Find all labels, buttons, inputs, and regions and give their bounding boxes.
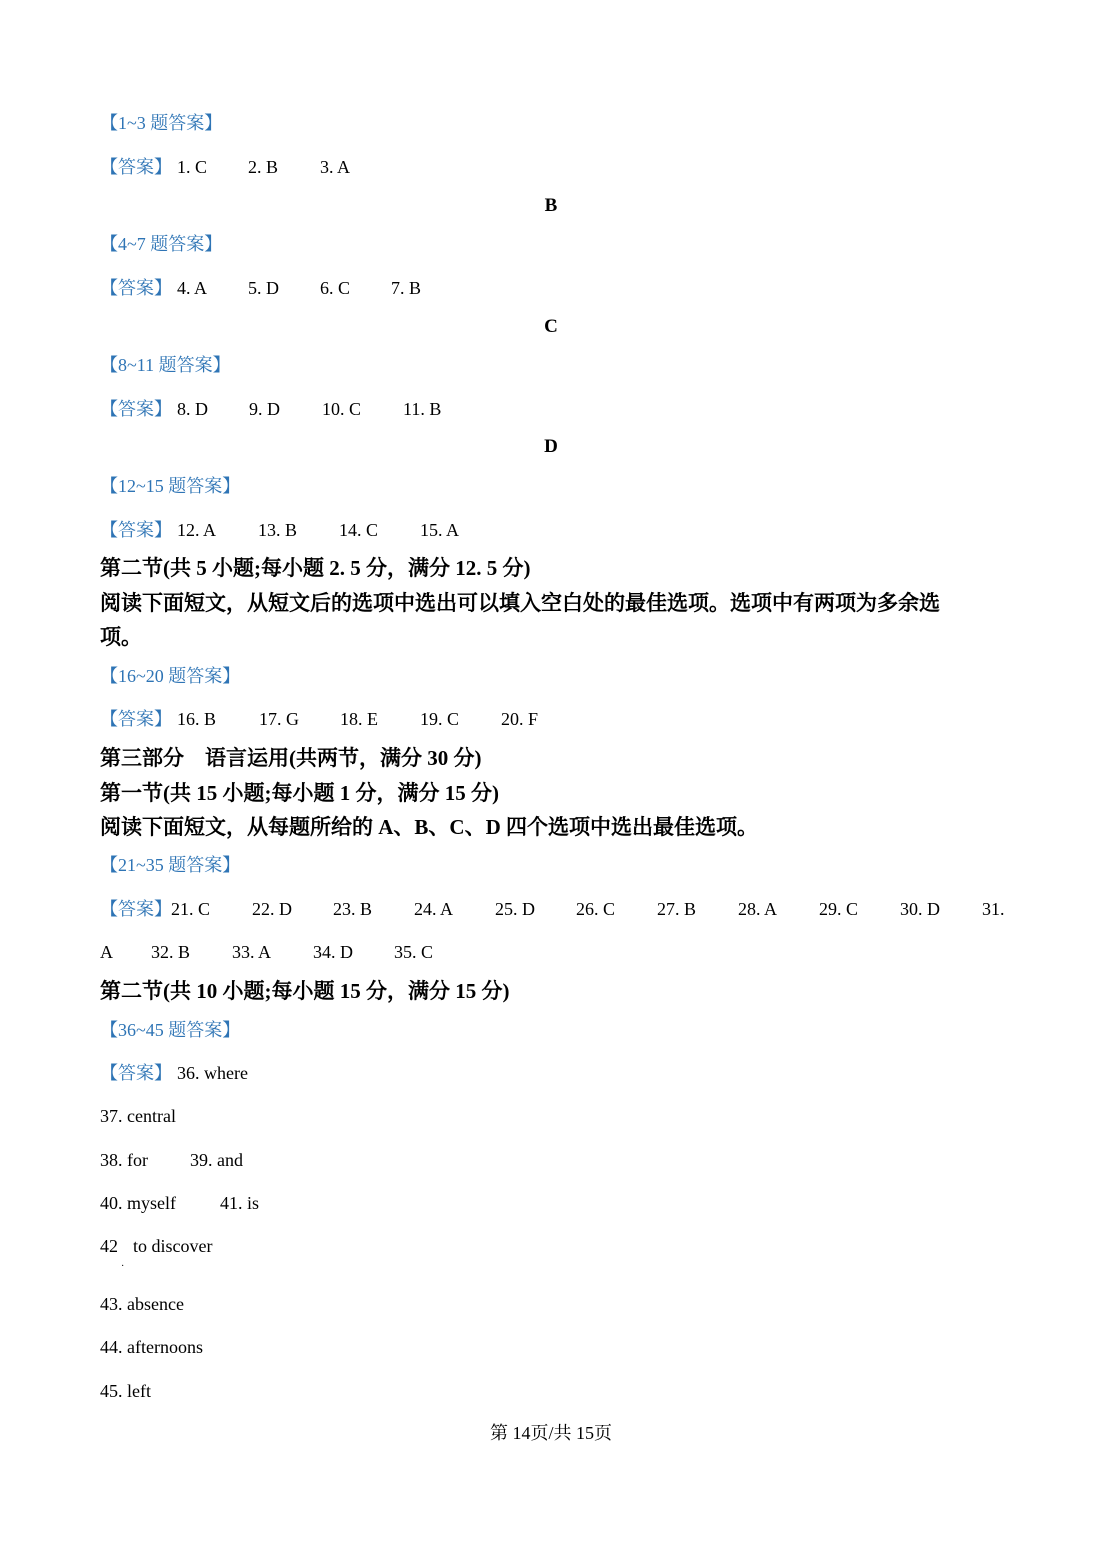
answer-item: 8. D: [177, 399, 208, 419]
answer-item: 40. myself: [100, 1193, 176, 1213]
answer-item: 3. A: [320, 157, 351, 177]
answer-item: 15. A: [420, 520, 460, 540]
group-header: 【4~7 题答案】: [100, 234, 223, 254]
group-header: 【8~11 题答案】: [100, 355, 231, 375]
passage-label: D: [544, 436, 558, 457]
group-header: 【21~35 题答案】: [100, 855, 241, 875]
answer-item: 30. D: [900, 899, 940, 919]
section-heading: 第一节(共 15 小题;每小题 1 分，满分 15 分): [100, 781, 499, 805]
answer-item: 19. C: [420, 709, 460, 729]
answer-item: 9. D: [249, 399, 280, 419]
answer-item: 36. where: [177, 1063, 248, 1083]
answer-item: 42: [100, 1236, 118, 1256]
answer-item: 37. central: [100, 1106, 176, 1126]
answer-item: 39. and: [190, 1150, 243, 1170]
answer-item: 11. B: [403, 399, 442, 419]
answer-item: 35. C: [394, 942, 434, 962]
answer-item: 32. B: [151, 942, 191, 962]
section-instruction: 阅读下面短文，从每题所给的 A、B、C、D 四个选项中选出最佳选项。: [100, 815, 759, 839]
answer-item: 4. A: [177, 278, 208, 298]
answer-item: 6. C: [320, 278, 351, 298]
answer-item: 20. F: [501, 709, 539, 729]
answer-item: 2. B: [248, 157, 279, 177]
passage-label: C: [544, 316, 558, 337]
answer-item: 16. B: [177, 709, 217, 729]
answer-tag: 【答案】: [100, 709, 172, 729]
answer-item: 38. for: [100, 1150, 148, 1170]
group-header: 【12~15 题答案】: [100, 476, 241, 496]
answer-item: 1. C: [177, 157, 208, 177]
answer-item: 41. is: [220, 1193, 260, 1213]
answer-item: A: [100, 942, 113, 962]
answer-item: 26. C: [576, 899, 616, 919]
section-instruction: 阅读下面短文，从短文后的选项中选出可以填入空白处的最佳选项。选项中有两项为多余选: [100, 591, 940, 615]
answer-item: 29. C: [819, 899, 859, 919]
answer-tag: 【答案】: [100, 899, 172, 919]
answer-item: 43. absence: [100, 1294, 184, 1314]
group-header: 【1~3 题答案】: [100, 113, 223, 133]
answer-item: 12. A: [177, 520, 217, 540]
answer-tag: 【答案】: [100, 399, 172, 419]
answer-item: 23. B: [333, 899, 373, 919]
passage-label: B: [544, 195, 558, 216]
answer-item: to discover: [133, 1236, 213, 1256]
section-heading: 第二节(共 5 小题;每小题 2. 5 分，满分 12. 5 分): [100, 556, 531, 580]
answer-tag: 【答案】: [100, 520, 172, 540]
answer-item: 44. afternoons: [100, 1337, 203, 1357]
answer-item: 10. C: [322, 399, 362, 419]
stray-dot: ·: [121, 1261, 125, 1272]
answer-item: 21. C: [171, 899, 211, 919]
answer-tag: 【答案】: [100, 278, 172, 298]
answer-item: 24. A: [414, 899, 454, 919]
page-footer: 第 14页/共 15页: [489, 1423, 612, 1443]
answer-item: 45. left: [100, 1381, 151, 1401]
section-heading: 第二节(共 10 小题;每小题 15 分，满分 15 分): [100, 979, 510, 1003]
answer-item: 25. D: [495, 899, 535, 919]
answer-item: 18. E: [340, 709, 378, 729]
answer-tag: 【答案】: [100, 1063, 172, 1083]
group-header: 【16~20 题答案】: [100, 666, 241, 686]
answer-item: 17. G: [259, 709, 299, 729]
answer-item: 34. D: [313, 942, 353, 962]
answer-item: 27. B: [657, 899, 697, 919]
answer-item: 28. A: [738, 899, 778, 919]
part-heading: 第三部分 语言运用(共两节，满分 30 分): [100, 746, 482, 770]
answer-tag: 【答案】: [100, 157, 172, 177]
answer-item: 13. B: [258, 520, 298, 540]
answer-item: 5. D: [248, 278, 279, 298]
answer-item: 33. A: [232, 942, 272, 962]
answer-item: 22. D: [252, 899, 292, 919]
answer-item: 31.: [982, 899, 1005, 919]
answer-item: 7. B: [391, 278, 422, 298]
answer-item: 14. C: [339, 520, 379, 540]
section-instruction-cont: 项。: [100, 625, 142, 649]
group-header: 【36~45 题答案】: [100, 1020, 241, 1040]
